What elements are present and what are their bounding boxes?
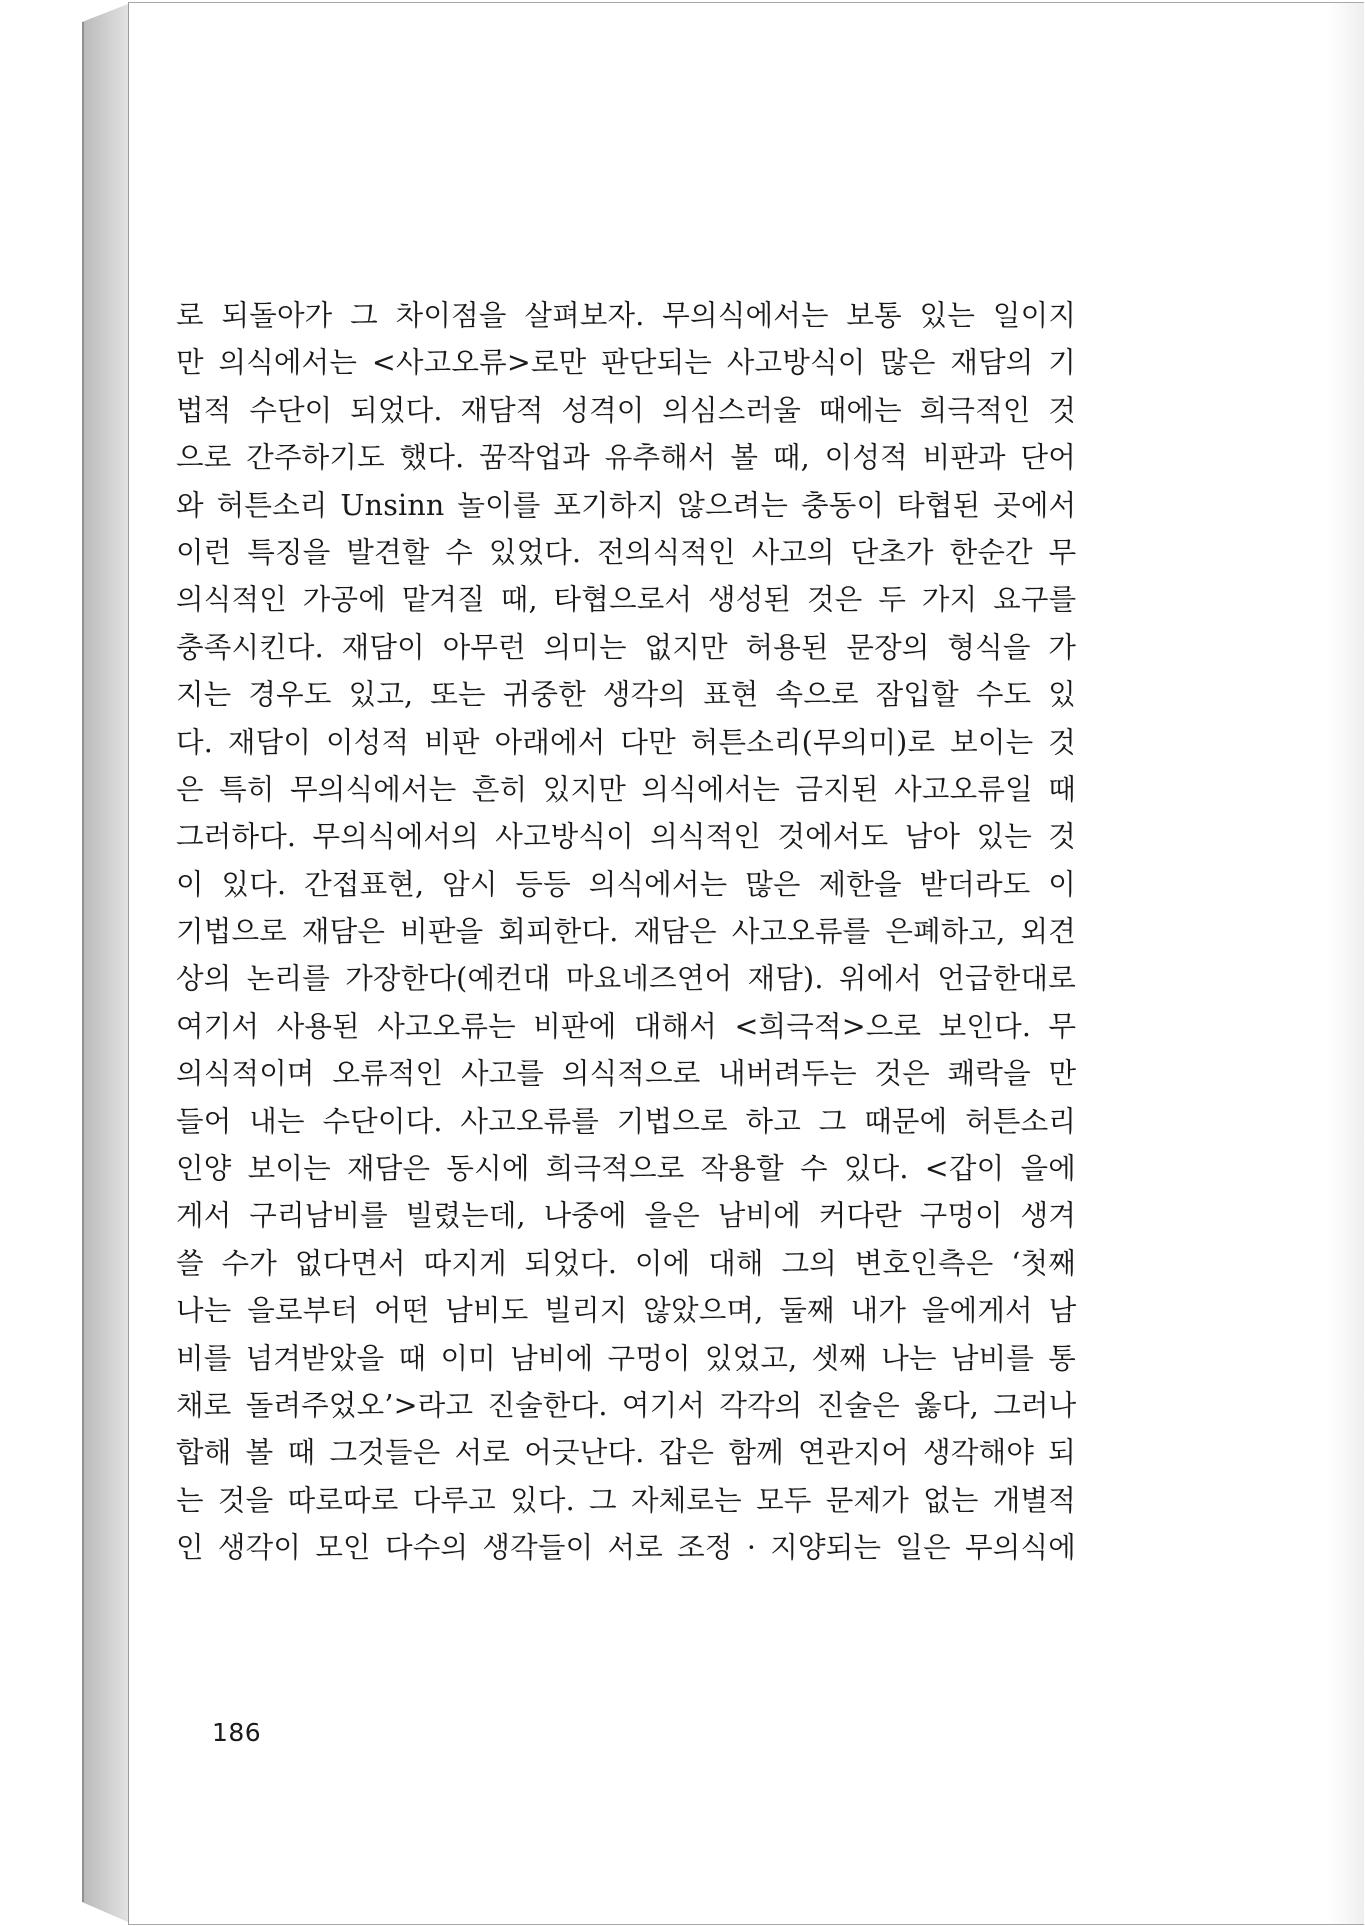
page-number: 186 <box>212 1718 262 1747</box>
text-line: 지는 경우도 있고, 또는 귀중한 생각의 표현 속으로 잠입할 수도 있 <box>176 678 1076 712</box>
text-line: 들어 내는 수단이다. 사고오류를 기법으로 하고 그 때문에 허튼소리 <box>176 1104 1076 1138</box>
text-line: 채로 돌려주었오’>라고 진술한다. 여기서 각각의 진술은 옳다, 그러나 <box>176 1388 1076 1422</box>
text-line: 의식적인 가공에 맡겨질 때, 타협으로서 생성된 것은 두 가지 요구를 <box>176 583 1076 617</box>
text-line: 비를 넘겨받았을 때 이미 남비에 구멍이 있었고, 셋째 나는 남비를 통 <box>176 1341 1076 1375</box>
text-line: 만 의식에서는 <사고오류>로만 판단되는 사고방식이 많은 재담의 기 <box>176 346 1076 380</box>
text-line: 인 생각이 모인 다수의 생각들이 서로 조정 · 지양되는 일은 무의식에 <box>176 1531 1076 1565</box>
book-spine <box>82 4 128 1922</box>
text-line: 상의 논리를 가장한다(예컨대 마요네즈연어 재담). 위에서 언급한대로 <box>176 962 1076 996</box>
body-text <box>176 292 1076 1572</box>
text-line: 합해 볼 때 그것들은 서로 어긋난다. 갑은 함께 연관지어 생각해야 되 <box>176 1436 1076 1470</box>
text-line: 인양 보이는 재담은 동시에 희극적으로 작용할 수 있다. <갑이 을에 <box>176 1152 1076 1186</box>
text-line: 쓸 수가 없다면서 따지게 되었다. 이에 대해 그의 변호인측은 ‘첫째 <box>176 1246 1076 1280</box>
text-line: 으로 간주하기도 했다. 꿈작업과 유추해서 볼 때, 이성적 비판과 단어 <box>176 441 1076 475</box>
text-line: 법적 수단이 되었다. 재담적 성격이 의심스러울 때에는 희극적인 것 <box>176 393 1076 427</box>
text-line: 은 특히 무의식에서는 흔히 있지만 의식에서는 금지된 사고오류일 때 <box>176 772 1076 806</box>
text-line: 로 되돌아가 그 차이점을 살펴보자. 무의식에서는 보통 있는 일이지 <box>176 299 1076 332</box>
text-line: 기법으로 재담은 비판을 회피한다. 재담은 사고오류를 은폐하고, 외견 <box>176 915 1076 949</box>
text-line: 는 것을 따로따로 다루고 있다. 그 자체로는 모두 문제가 없는 개별적 <box>176 1483 1076 1517</box>
page-shade <box>1328 3 1364 1924</box>
text-line: 게서 구리남비를 빌렸는데, 나중에 을은 남비에 커다란 구멍이 생겨 <box>176 1199 1076 1233</box>
text-line: 다. 재담이 이성적 비판 아래에서 다만 허튼소리(무의미)로 보이는 것 <box>176 725 1076 759</box>
text-line: 의식적이며 오류적인 사고를 의식적으로 내버려두는 것은 쾌락을 만 <box>176 1057 1076 1091</box>
text-line: 여기서 사용된 사고오류는 비판에 대해서 <희극적>으로 보인다. 무 <box>176 1009 1076 1043</box>
text-line: 나는 을로부터 어떤 남비도 빌리지 않았으며, 둘째 내가 을에게서 남 <box>176 1294 1076 1328</box>
text-line: 이런 특징을 발견할 수 있었다. 전의식적인 사고의 단초가 한순간 무 <box>176 535 1076 569</box>
text-line: 와 허튼소리 Unsinn 놀이를 포기하지 않으려는 충동이 타협된 곳에서 <box>176 488 1076 522</box>
text-line: 이 있다. 간접표현, 암시 등등 의식에서는 많은 제한을 받더라도 이 <box>176 867 1076 901</box>
text-line: 그러하다. 무의식에서의 사고방식이 의식적인 것에서도 남아 있는 것 <box>176 820 1076 854</box>
book-spine-edge <box>82 22 84 1902</box>
text-line: 충족시킨다. 재담이 아무런 의미는 없지만 허용된 문장의 형식을 가 <box>176 630 1076 664</box>
